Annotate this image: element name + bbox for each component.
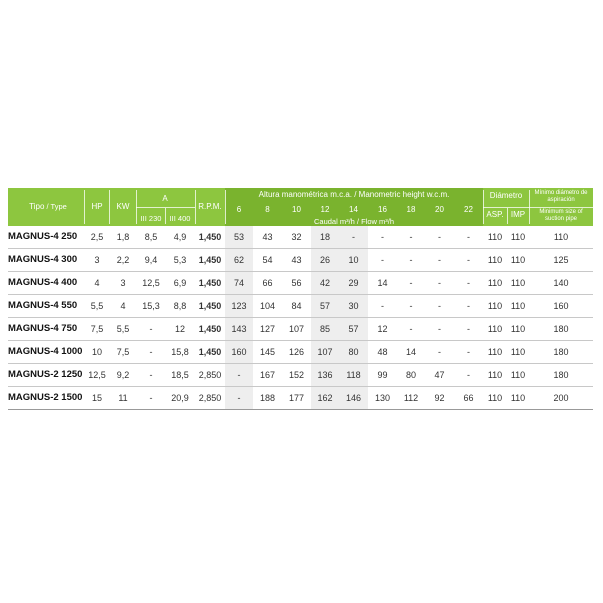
cell-a230: 9,4 xyxy=(144,255,158,265)
cell-height: 18 xyxy=(319,232,330,242)
cell-imp: 110 xyxy=(510,301,526,311)
cell-height: 188 xyxy=(259,393,276,403)
cell-height: 53 xyxy=(233,232,244,242)
cell-hp: 12,5 xyxy=(88,370,106,380)
cell-min: 140 xyxy=(553,278,569,288)
cell-hp: 5,5 xyxy=(90,301,104,311)
header-divider xyxy=(84,190,85,224)
cell-height: 57 xyxy=(319,301,330,311)
col-header-asp: ASP. xyxy=(486,210,504,219)
cell-height: - xyxy=(467,278,470,288)
cell-height: 136 xyxy=(317,370,333,380)
cell-rpm: 1,450 xyxy=(198,232,222,242)
cell-a230: 8,5 xyxy=(144,232,158,242)
cell-height: - xyxy=(438,347,441,357)
cell-height: - xyxy=(438,232,441,242)
cell-height: - xyxy=(352,232,355,242)
cell-kw: 2,2 xyxy=(116,255,130,265)
cell-height: 92 xyxy=(434,393,445,403)
table-row xyxy=(8,272,593,295)
pump-spec-table xyxy=(8,188,593,410)
cell-height: 14 xyxy=(405,347,416,357)
cell-height: 143 xyxy=(231,324,247,334)
table-row xyxy=(8,364,593,387)
flow-header-8: 8 xyxy=(265,205,270,214)
cell-a400: 5,3 xyxy=(173,255,187,265)
cell-hp: 10 xyxy=(91,347,102,357)
cell-imp: 110 xyxy=(510,347,526,357)
cell-height: 112 xyxy=(403,393,419,403)
cell-height: - xyxy=(381,301,384,311)
header-rule xyxy=(529,207,593,208)
cell-height: 104 xyxy=(259,301,276,311)
col-header-kw: KW xyxy=(116,202,130,211)
cell-kw: 5,5 xyxy=(116,324,130,334)
cell-height: - xyxy=(467,347,470,357)
cell-height: 80 xyxy=(348,347,359,357)
col-header-rpm: R.P.M. xyxy=(198,202,222,211)
header-rule xyxy=(136,207,195,208)
cell-height: 84 xyxy=(291,301,302,311)
cell-height: - xyxy=(467,370,470,380)
cell-min: 200 xyxy=(553,393,569,403)
cell-height: 107 xyxy=(288,324,305,334)
cell-a230: - xyxy=(149,393,153,403)
table-row xyxy=(8,249,593,272)
flow-header-18: 18 xyxy=(406,205,416,214)
table-row xyxy=(8,295,593,318)
model-name: MAGNUS-4 300 xyxy=(8,254,78,265)
cell-a230: - xyxy=(149,324,153,334)
header-rule xyxy=(483,207,529,208)
col-header-amps: A xyxy=(162,194,168,203)
cell-kw: 7,5 xyxy=(116,347,130,357)
cell-a400: 15,8 xyxy=(171,347,189,357)
cell-height: 118 xyxy=(346,370,361,380)
cell-height: - xyxy=(237,393,241,403)
flow-header-12: 12 xyxy=(320,205,330,214)
cell-asp: 110 xyxy=(487,347,503,357)
cell-height: 167 xyxy=(259,370,276,380)
cell-hp: 7,5 xyxy=(90,324,104,334)
cell-min: 180 xyxy=(553,324,569,334)
cell-a400: 18,5 xyxy=(171,370,189,380)
cell-height: 160 xyxy=(231,347,247,357)
cell-height: - xyxy=(467,232,470,242)
col-header-diameter: Diámetro xyxy=(489,191,523,200)
cell-height: 85 xyxy=(319,324,330,334)
table-row xyxy=(8,318,593,341)
flow-header-16: 16 xyxy=(378,205,387,214)
cell-height: - xyxy=(467,324,470,334)
cell-rpm: 1,450 xyxy=(198,347,222,357)
cell-a400: 12 xyxy=(174,324,185,334)
cell-height: - xyxy=(381,232,384,242)
cell-height: 66 xyxy=(463,393,474,403)
header-divider xyxy=(195,190,196,224)
cell-min: 110 xyxy=(553,232,569,242)
cell-height: 123 xyxy=(231,301,247,311)
cell-height: 54 xyxy=(262,255,273,265)
flow-header-10: 10 xyxy=(292,205,301,214)
cell-rpm: 2,850 xyxy=(198,370,222,380)
col-header-a230: III 230 xyxy=(140,214,162,223)
header-divider xyxy=(109,190,110,224)
cell-min: 180 xyxy=(553,370,569,380)
cell-height: - xyxy=(438,255,441,265)
cell-height: - xyxy=(467,301,470,311)
cell-height: - xyxy=(438,301,441,311)
cell-height: 99 xyxy=(377,370,388,380)
cell-imp: 110 xyxy=(510,393,526,403)
cell-rpm: 1,450 xyxy=(198,255,222,265)
cell-asp: 110 xyxy=(487,232,503,242)
cell-height: 74 xyxy=(233,278,244,288)
cell-a230: 15,3 xyxy=(142,301,160,311)
cell-height: - xyxy=(409,301,413,311)
cell-height: 14 xyxy=(377,278,388,288)
cell-kw: 4 xyxy=(120,301,126,311)
cell-asp: 110 xyxy=(487,301,503,311)
cell-height: 12 xyxy=(377,324,388,334)
cell-height: 48 xyxy=(377,347,388,357)
cell-a230: - xyxy=(149,370,153,380)
cell-a400: 6,9 xyxy=(173,278,187,288)
cell-height: - xyxy=(381,255,384,265)
cell-height: 107 xyxy=(317,347,333,357)
cell-height: - xyxy=(438,278,441,288)
cell-asp: 110 xyxy=(487,370,503,380)
col-header-a400: III 400 xyxy=(169,214,191,223)
cell-height: 29 xyxy=(348,278,359,288)
col-header-min-es: Mínimo diámetro de aspiración xyxy=(534,190,588,203)
table-row xyxy=(8,226,593,249)
cell-height: - xyxy=(409,255,413,265)
cell-a400: 4,9 xyxy=(173,232,187,242)
cell-height: 43 xyxy=(291,255,302,265)
cell-height: 30 xyxy=(348,301,359,311)
cell-height: - xyxy=(409,232,413,242)
cell-height: 10 xyxy=(348,255,359,265)
cell-height: 47 xyxy=(434,370,445,380)
cell-asp: 110 xyxy=(487,255,503,265)
cell-hp: 15 xyxy=(91,393,102,403)
cell-height: - xyxy=(409,278,413,288)
cell-height: 126 xyxy=(288,347,305,357)
cell-height: 146 xyxy=(345,393,362,403)
header-divider xyxy=(507,208,508,224)
cell-imp: 110 xyxy=(510,255,526,265)
cell-height: 162 xyxy=(317,393,333,403)
cell-height: 62 xyxy=(233,255,244,265)
cell-kw: 9,2 xyxy=(116,370,130,380)
cell-height: 130 xyxy=(374,393,391,403)
flow-header-14: 14 xyxy=(349,205,358,214)
model-name: MAGNUS-2 1250 xyxy=(8,369,83,380)
cell-asp: 110 xyxy=(487,393,503,403)
col-header-type-en: / Type xyxy=(44,202,67,211)
cell-height: 66 xyxy=(262,278,273,288)
col-header-tipo: Tipo xyxy=(29,202,45,211)
cell-a400: 20,9 xyxy=(171,393,189,403)
cell-height: - xyxy=(438,324,441,334)
model-name: MAGNUS-2 1500 xyxy=(8,392,83,403)
cell-height: 57 xyxy=(348,324,359,334)
col-header-type xyxy=(12,202,84,212)
cell-min: 125 xyxy=(553,255,569,265)
model-name: MAGNUS-4 550 xyxy=(8,300,78,311)
flow-header-22: 22 xyxy=(464,205,473,214)
cell-rpm: 2,850 xyxy=(198,393,222,403)
flow-header-20: 20 xyxy=(435,205,444,214)
cell-imp: 110 xyxy=(510,324,526,334)
cell-height: 145 xyxy=(259,347,276,357)
cell-hp: 3 xyxy=(94,255,100,265)
model-name: MAGNUS-4 250 xyxy=(8,231,78,242)
cell-imp: 110 xyxy=(510,232,526,242)
cell-kw: 1,8 xyxy=(116,232,130,242)
cell-height: 152 xyxy=(288,370,305,380)
cell-height: - xyxy=(409,324,413,334)
cell-asp: 110 xyxy=(487,278,503,288)
table-row xyxy=(8,341,593,364)
header-divider xyxy=(225,190,226,224)
cell-kw: 11 xyxy=(118,393,128,403)
cell-rpm: 1,450 xyxy=(198,278,222,288)
cell-height: 43 xyxy=(262,232,273,242)
cell-height: 177 xyxy=(288,393,305,403)
col-header-height: Altura manométrica m.c.a. / Manometric height w.c.m. xyxy=(258,190,450,199)
model-name: MAGNUS-4 400 xyxy=(8,277,78,288)
cell-imp: 110 xyxy=(510,370,526,380)
col-header-flow: Caudal m³/h / Flow m³/h xyxy=(313,217,395,226)
cell-height: 56 xyxy=(291,278,302,288)
cell-height: 42 xyxy=(319,278,330,288)
col-header-imp: IMP xyxy=(510,210,526,219)
cell-asp: 110 xyxy=(487,324,503,334)
model-name: MAGNUS-4 750 xyxy=(8,323,78,334)
cell-height: 26 xyxy=(319,255,330,265)
cell-rpm: 1,450 xyxy=(198,324,222,334)
cell-height: - xyxy=(467,255,470,265)
col-header-min-en: Minimum size of suction pipe xyxy=(539,209,583,222)
table-body xyxy=(8,226,593,410)
model-name: MAGNUS-4 1000 xyxy=(8,346,83,357)
cell-height: - xyxy=(237,370,241,380)
cell-height: 80 xyxy=(405,370,416,380)
cell-rpm: 1,450 xyxy=(198,301,222,311)
cell-a400: 8,8 xyxy=(173,301,187,311)
cell-height: 32 xyxy=(291,232,302,242)
flow-header-6: 6 xyxy=(236,205,242,214)
col-header-hp: HP xyxy=(91,202,103,211)
cell-a230: - xyxy=(149,347,153,357)
cell-height: 127 xyxy=(259,324,276,334)
table-row xyxy=(8,387,593,410)
header-divider xyxy=(165,208,166,224)
cell-hp: 4 xyxy=(94,278,100,288)
cell-a230: 12,5 xyxy=(142,278,160,288)
cell-hp: 2,5 xyxy=(90,232,104,242)
cell-min: 180 xyxy=(553,347,569,357)
cell-imp: 110 xyxy=(510,278,526,288)
cell-kw: 3 xyxy=(120,278,126,288)
cell-min: 160 xyxy=(553,301,569,311)
table-header xyxy=(8,188,593,226)
